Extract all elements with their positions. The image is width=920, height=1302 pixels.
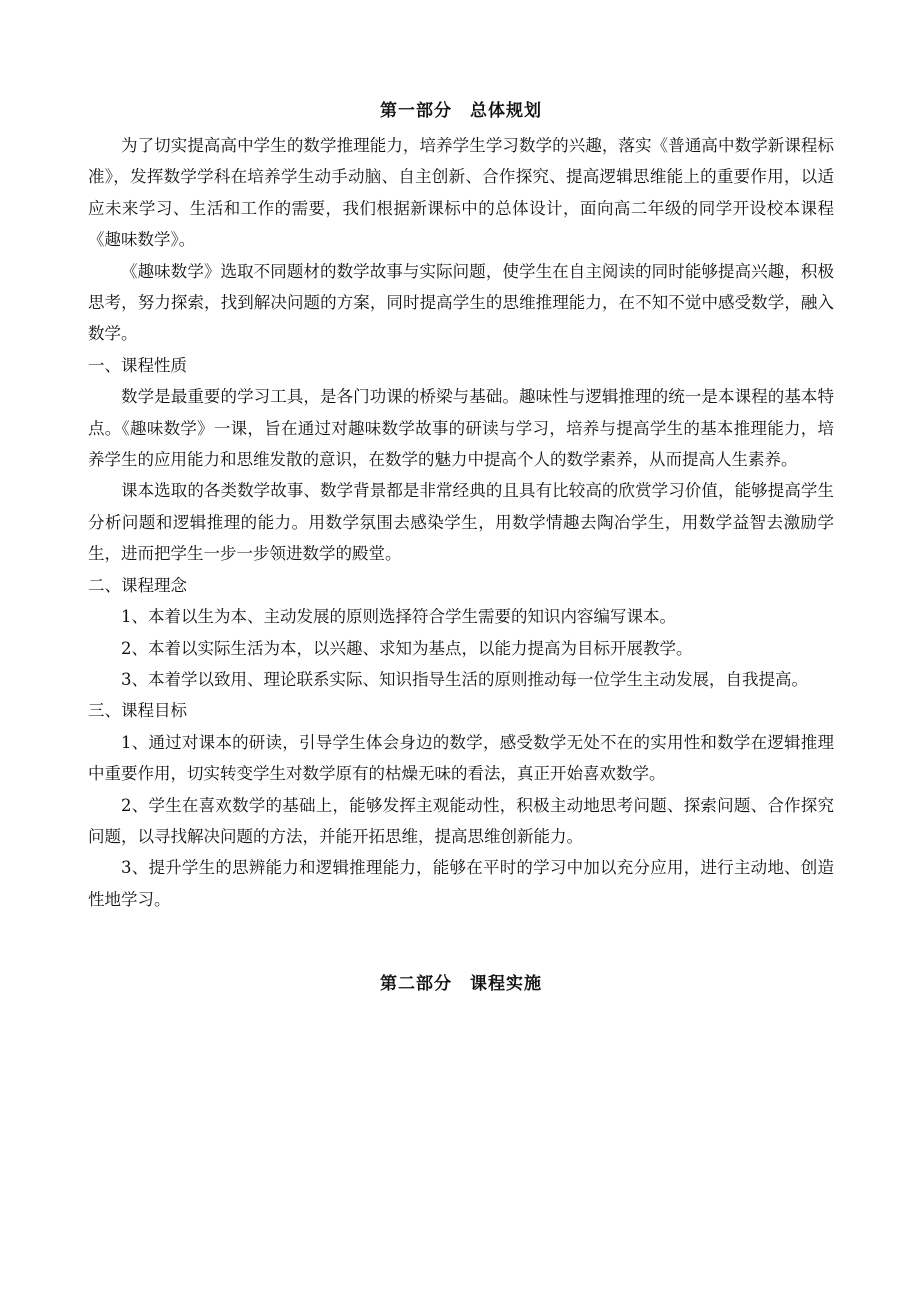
philosophy-item-3: 3、本着学以致用、理论联系实际、知识指导生活的原则推动每一位学生主动发展，自我提高。 xyxy=(121,669,808,689)
section-heading-nature: 一、课程性质 xyxy=(88,355,187,375)
intro-paragraph-2: 《趣味数学》选取不同题材的数学故事与实际问题，使学生在自主阅读的同时能够提高兴趣，积极思考，努力探索，找到解决问题的方案，同时提高学生的思维推理能力，在不知不觉中感受数学，融入数学。 xyxy=(88,261,834,344)
nature-paragraph-1: 数学是最重要的学习工具，是各门功课的桥梁与基础。趣味性与逻辑推理的统一是本课程的基本特点。《趣味数学》一课，旨在通过对趣味数学故事的研读与学习，培养与提高学生的基本推理能力，培养学生的应用能力和思维发散的意识，在数学的魅力中提高个人的数学素养，从而提高人生素养。 xyxy=(88,387,834,470)
section-heading-goals: 三、课程目标 xyxy=(88,701,187,721)
goals-item-2: 2、学生在喜欢数学的基础上，能够发挥主观能动性，积极主动地思考问题、探索问题、合作探究问题，以寻找解决问题的方法，并能开拓思维，提高思维创新能力。 xyxy=(88,795,834,846)
part2-title: 第二部分 课程实施 xyxy=(380,974,542,995)
section-heading-philosophy: 二、课程理念 xyxy=(88,575,187,595)
part1-title: 第一部分 总体规划 xyxy=(380,101,542,121)
intro-paragraph-1: 为了切实提高高中学生的数学推理能力，培养学生学习数学的兴趣，落实《普通高中数学新课程标准》，发挥数学学科在培养学生动手动脑、自主创新、合作探究、提高逻辑思维能上的重要作用，以适应未来学习、生活和工作的需要，我们根据新课标中的总体设计，面向高二年级的同学开设校本课程《趣味数学》。 xyxy=(88,136,834,250)
nature-paragraph-2: 课本选取的各类数学故事、数学背景都是非常经典的且具有比较高的欣赏学习价值，能够提高学生分析问题和逻辑推理的能力。用数学氛围去感染学生，用数学情趣去陶冶学生，用数学益智去激励学生，进而把学生一步一步领进数学的殿堂。 xyxy=(88,481,834,564)
philosophy-item-1: 1、本着以生为本、主动发展的原则选择符合学生需要的知识内容编写课本。 xyxy=(121,607,676,627)
philosophy-item-2: 2、本着以实际生活为本，以兴趣、求知为基点，以能力提高为目标开展教学。 xyxy=(121,638,693,658)
goals-item-3: 3、提升学生的思辨能力和逻辑推理能力，能够在平时的学习中加以充分应用，进行主动地、创造性地学习。 xyxy=(88,858,834,909)
goals-item-1: 1、通过对课本的研读，引导学生体会身边的数学，感受数学无处不在的实用性和数学在逻辑推理中重要作用，切实转变学生对数学原有的枯燥无味的看法，真正开始喜欢数学。 xyxy=(88,732,834,784)
